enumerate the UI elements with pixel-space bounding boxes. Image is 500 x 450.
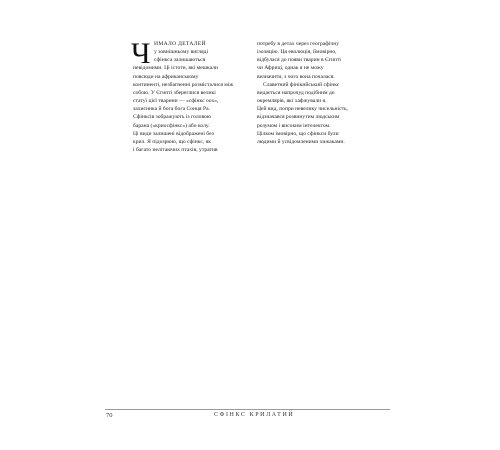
text-line: статуї цієї тварини — «сфінкс оох», [133,98,219,105]
text-line: континенті, незбагненні розмісталися між [133,81,234,88]
text-line: Славетний фінікийський сфінкс [263,81,340,88]
text-line: ИМАЛО ДЕТАЛЕЙ [154,41,206,47]
text-line: чи Африці, однак я не можу [257,65,324,72]
right-text-column [257,40,377,146]
text-line: собою. У Єгипті збереглися великі [133,89,216,96]
left-text-column [131,37,253,154]
text-line: сфінкса залишаються [154,57,206,64]
text-line: у зовнішньому вигляді [154,49,209,56]
text-line: невідомими. Ці істоти, які мешкали [133,65,218,72]
text-line: людими й усвідомленими хижаками. [257,138,345,145]
text-line: потребу в детах через географічну [257,41,340,47]
text-line: Цей вид, попри невелику чисельність, [257,106,348,113]
text-line: крил. Я підозрюю, що сфінкс, як [133,138,211,145]
text-line: окремлярів, які хафжували я. [257,98,327,105]
text-line: повсюди на африканському [133,73,199,80]
footer-divider [105,409,390,410]
text-line: захисника й бога бога Сонця Ра. [133,106,210,113]
text-line: барана («криосфінкс») або колу. [133,122,210,129]
text-line: Сфінксів зображують із головою [133,114,212,121]
text-line: видається напрочуд подібним до [257,89,335,96]
page-number: 70 [106,412,113,419]
text-line: відбулася до появи тварин в Єгипті [257,57,341,64]
text-line: ізоляцію. Ця еволюція, ймовірно, [257,49,337,56]
drop-cap-letter: Ч [131,37,151,70]
text-line: Цілком імовірно, що сфінкси були [257,130,339,137]
text-line: розумом і високим інтелектом. [257,122,331,129]
text-line: відзначався розвинутим людським [257,114,340,121]
running-head: СФІНКС КРИЛАТИЙ [214,412,295,418]
text-line: Ці види залишені відображені без [133,130,214,137]
text-line: визначити, з чого вона почалася. [257,73,335,80]
text-line: і багато нелітаючих птахів, утратив [133,147,218,154]
